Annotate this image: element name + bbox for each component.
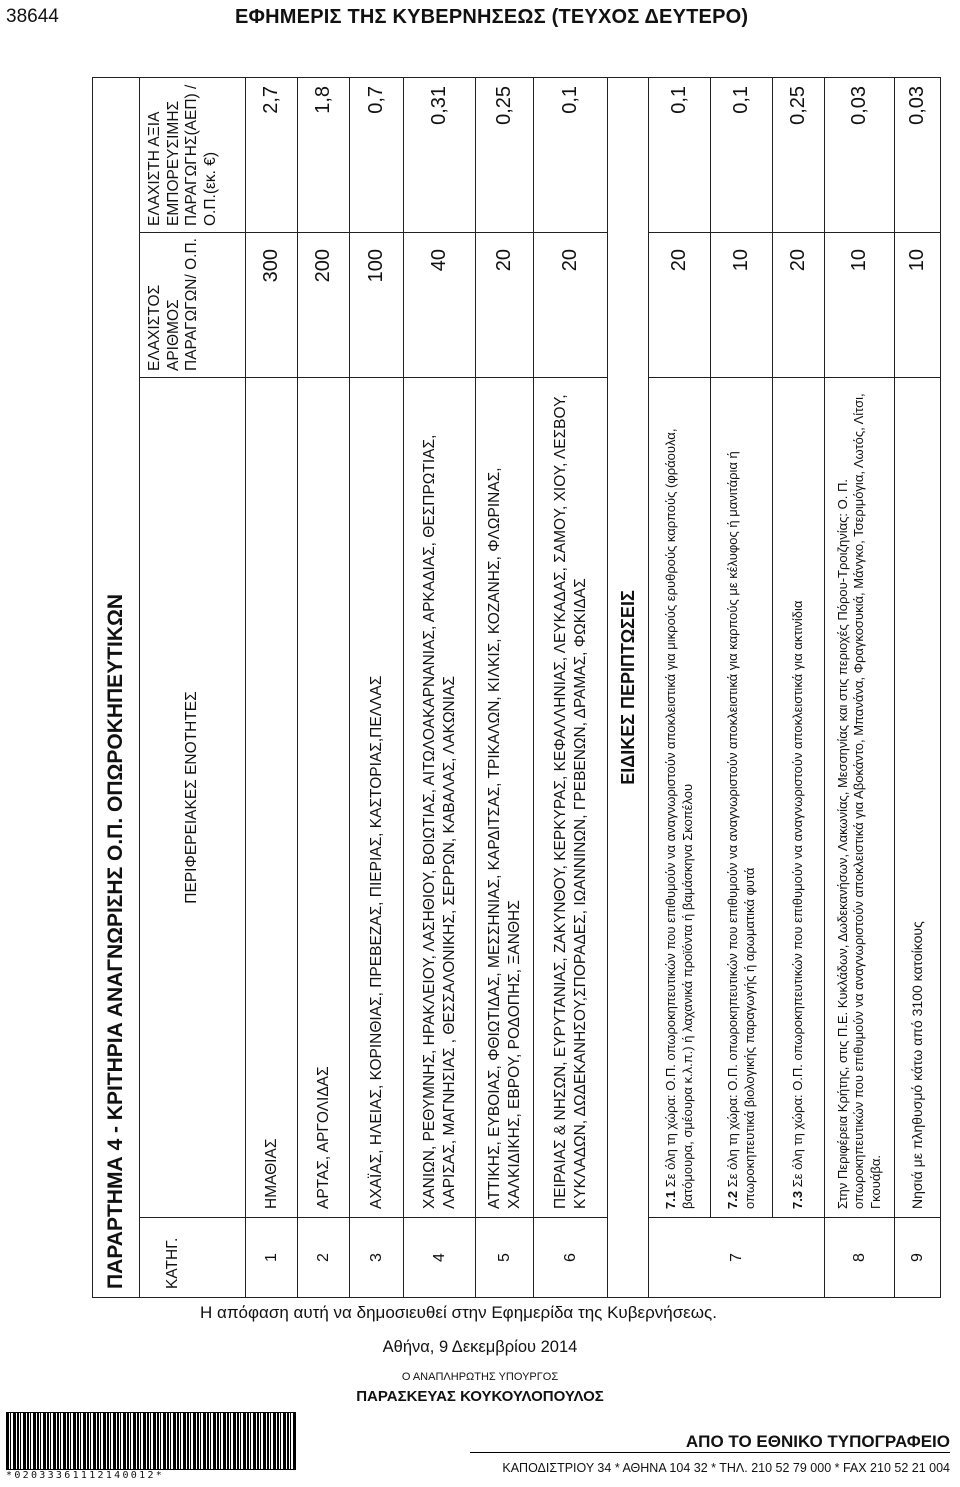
table-row [534,77,608,1297]
value-cell: 0,1 [534,77,608,232]
producers-cell: 300 [246,233,298,378]
signatory-role: Ο ΑΝΑΠΛΗΡΩΤΗΣ ΥΠΟΥΡΓΟΣ [401,1371,559,1383]
annex-title: ΠΑΡΑΡΤΗΜΑ 4 - ΚΡΙΤΗΡΙΑ ΑΝΑΓΝΩΡΙΣΗΣ Ο.Π. ΟΠΩΡΟΚΗΠΕΥΤΙΚΩΝ [93,77,140,1297]
minister-name: ΠΑΡΑΣΚΕΥΑΣ ΚΟΥΚΟΥΛΟΠΟΥΛΟΣ [356,1388,604,1405]
table-row [825,77,895,1297]
producers-cell: 20 [534,233,608,378]
producers-cell: 10 [711,233,773,378]
regions-cell: ΑΡΤΑΣ, ΑΡΓΟΛΙΔΑΣ [298,378,350,1218]
regions-cell: ΗΜΑΘΙΑΣ [246,378,298,1218]
special-case-text: Νησιά με πληθυσμό κάτω από 3100 κατοίκους [895,378,941,1218]
regions-cell: ΧΑΝΙΩΝ, ΡΕΘΥΜΝΗΣ, ΗΡΑΚΛΕΙΟΥ, ΛΑΣΗΘΙΟΥ, ΒΟΙΩΤΙΑΣ, ΑΙΤΩΛΟΑΚΑΡΝΑΝΙΑΣ, ΑΡΚΑΔΙΑΣ, ΘΕΣΠΡΩΤΙΑΣ, ΛΑΡΙΣΑΣ, ΜΑΓΝΗΣΙΑΣ , ΘΕΣΣΑΛΟΝΙΚΗΣ, ΣΕΡΡΩΝ, ΚΑΒΑΛΑΣ, ΛΑΚΩΝΙΑΣ [404,378,476,1218]
table-row [711,77,773,1297]
value-cell: 0,1 [711,77,773,232]
value-cell: 0,25 [773,77,825,232]
category-cell: 1 [246,1218,298,1298]
special-case-text: Στην Περιφέρεια Κρήτης, στις Π.Ε. Κυκλάδων, Δωδεκανήσων, Λακωνίας, Μεσσηνίας και στις περιοχές Πόρου-Τροιζηνίας: Ο. Π. οπωροκηπευτικών που επιθυμούν να αναγνωριστούν αποκλειστικά για Αβοκάντο, Μπανάνα, Φραγκοσυκιά, Μάνγκο, Τσεριμόγια, Λωτός, Λίτσι, Γκουάβα. [825,378,895,1218]
table-row [246,77,298,1297]
table-row [298,77,350,1297]
category-cell: 6 [534,1218,608,1298]
category-cell: 2 [298,1218,350,1298]
table-row [773,77,825,1297]
table-row [649,77,711,1297]
divider [470,1452,950,1453]
special-case-text: 7.1 Σε όλη τη χώρα: Ο.Π. οπωροκηπευτικών που επιθυμούν να αναγνωριστούν αποκλειστικά για μικρούς ερυθρούς καρπούς (φράουλα, βατόμουρα, σμέουρα κ.λ.π.) ή λαχανικά προϊόντα ή βαμάσκηνα Σκοπέλου [649,378,711,1218]
col-header-regions: ΠΕΡΙΦΕΡΕΙΑΚΕΣ ΕΝΟΤΗΤΕΣ [140,378,246,1218]
special-cases-heading: ΕΙΔΙΚΕΣ ΠΕΡΙΠΤΩΣΕΙΣ [608,77,649,1297]
value-cell: 0,03 [895,77,941,232]
value-cell: 0,25 [476,77,534,232]
producers-cell: 10 [825,233,895,378]
table-row [476,77,534,1297]
regions-cell: ΑΧΑΪΑΣ, ΗΛΕΙΑΣ, ΚΟΡΙΝΘΙΑΣ, ΠΡΕΒΕΖΑΣ, ΠΙΕΡΙΑΣ, ΚΑΣΤΟΡΙΑΣ,ΠΕΛΛΑΣ [350,378,404,1218]
value-cell: 0,7 [350,77,404,232]
regions-cell: ΠΕΙΡΑΙΑΣ & ΝΗΣΩΝ, ΕΥΡΥΤΑΝΙΑΣ, ΖΑΚΥΝΘΟΥ, ΚΕΡΚΥΡΑΣ, ΚΕΦΑΛΛΗΝΙΑΣ, ΛΕΥΚΑΔΑΣ, ΣΑΜΟΥ, ΧΙΟΥ, ΛΕΣΒΟΥ, ΚΥΚΛΑΔΩΝ, ΔΩΔΕΚΑΝΗΣΟΥ,ΣΠΟΡΑΔΕΣ, ΙΩΑΝΝΙΝΩΝ, ΓΡΕΒΕΝΩΝ, ΔΡΑΜΑΣ, ΦΩΚΙΔΑΣ [534,378,608,1218]
value-cell: 0,03 [825,77,895,232]
page-number: 38644 [6,6,59,27]
value-cell: 0,31 [404,77,476,232]
printer-address: ΚΑΠΟΔΙΣΤΡΙΟΥ 34 * ΑΘΗΝΑ 104 32 * ΤΗΛ. 210 52 79 000 * FAX 210 52 21 004 [502,1461,950,1475]
gazette-title: ΕΦΗΜΕΡΙΣ ΤΗΣ ΚΥΒΕΡΝΗΣΕΩΣ (ΤΕΥΧΟΣ ΔΕΥΤΕΡΟ) [235,6,749,28]
special-case-text: 7.3 Σε όλη τη χώρα: Ο.Π. οπωροκηπευτικών που επιθυμούν να αναγνωριστούν αποκλειστικά για ακτινίδια [773,378,825,1218]
special-case-text: 7.2 Σε όλη τη χώρα: Ο.Π. οπωροκηπευτικών που επιθυμούν να αναγνωριστούν αποκλειστικά για καρπούς με κέλυφος ή μανιτάρια ή οπωροκηπευτικά βιολογικής παραγωγής ή αρωματικά φυτά [711,378,773,1218]
producers-cell: 10 [895,233,941,378]
col-header-min-producers: ΕΛΑΧΙΣΤΟΣ ΑΡΙΘΜΟΣ ΠΑΡΑΓΩΓΩΝ/ Ο.Π. [140,233,246,378]
producers-cell: 20 [476,233,534,378]
publication-note: Η απόφαση αυτή να δημοσιευθεί στην Εφημερίδα της Κυβερνήσεως. [200,1303,717,1322]
place-date: Αθήνα, 9 Δεκεμβρίου 2014 [382,1338,578,1356]
annex-table-rotated [92,78,928,1298]
producers-cell: 100 [350,233,404,378]
category-cell: 7 [649,1218,825,1298]
category-cell: 3 [350,1218,404,1298]
value-cell: 0,1 [649,77,711,232]
value-cell: 1,8 [298,77,350,232]
category-cell: 8 [825,1218,895,1298]
table-row [404,77,476,1297]
category-cell: 9 [895,1218,941,1298]
value-cell: 2,7 [246,77,298,232]
col-header-category: ΚΑΤΗΓ. [140,1218,246,1298]
producers-cell: 20 [773,233,825,378]
regions-cell: ΑΤΤΙΚΗΣ, ΕΥΒΟΙΑΣ, ΦΘΙΩΤΙΔΑΣ, ΜΕΣΣΗΝΙΑΣ, ΚΑΡΔΙΤΣΑΣ, ΤΡΙΚΑΛΩΝ, ΚΙΛΚΙΣ, ΚΟΖΑΝΗΣ, ΦΛΩΡΙΝΑΣ, ΧΑΛΚΙΔΙΚΗΣ, ΕΒΡΟΥ, ΡΟΔΟΠΗΣ, ΞΑΝΘΗΣ [476,378,534,1218]
barcode-number: *02033361112140012* [6,1470,165,1481]
table-row [350,77,404,1297]
category-cell: 4 [404,1218,476,1298]
producers-cell: 200 [298,233,350,378]
annex-table [92,77,941,1298]
col-header-min-value: ΕΛΑΧΙΣΤΗ ΑΞΙΑ ΕΜΠΟΡΕΥΣΙΜΗΣ ΠΑΡΑΓΩΓΗΣ(ΑΕΠ) / Ο.Π.(εκ. €) [140,77,246,232]
producers-cell: 20 [649,233,711,378]
barcode [6,1412,296,1470]
table-row [895,77,941,1297]
printer-name: ΑΠΟ ΤΟ ΕΘΝΙΚΟ ΤΥΠΟΓΡΑΦΕΙΟ [685,1432,950,1451]
producers-cell: 40 [404,233,476,378]
category-cell: 5 [476,1218,534,1298]
